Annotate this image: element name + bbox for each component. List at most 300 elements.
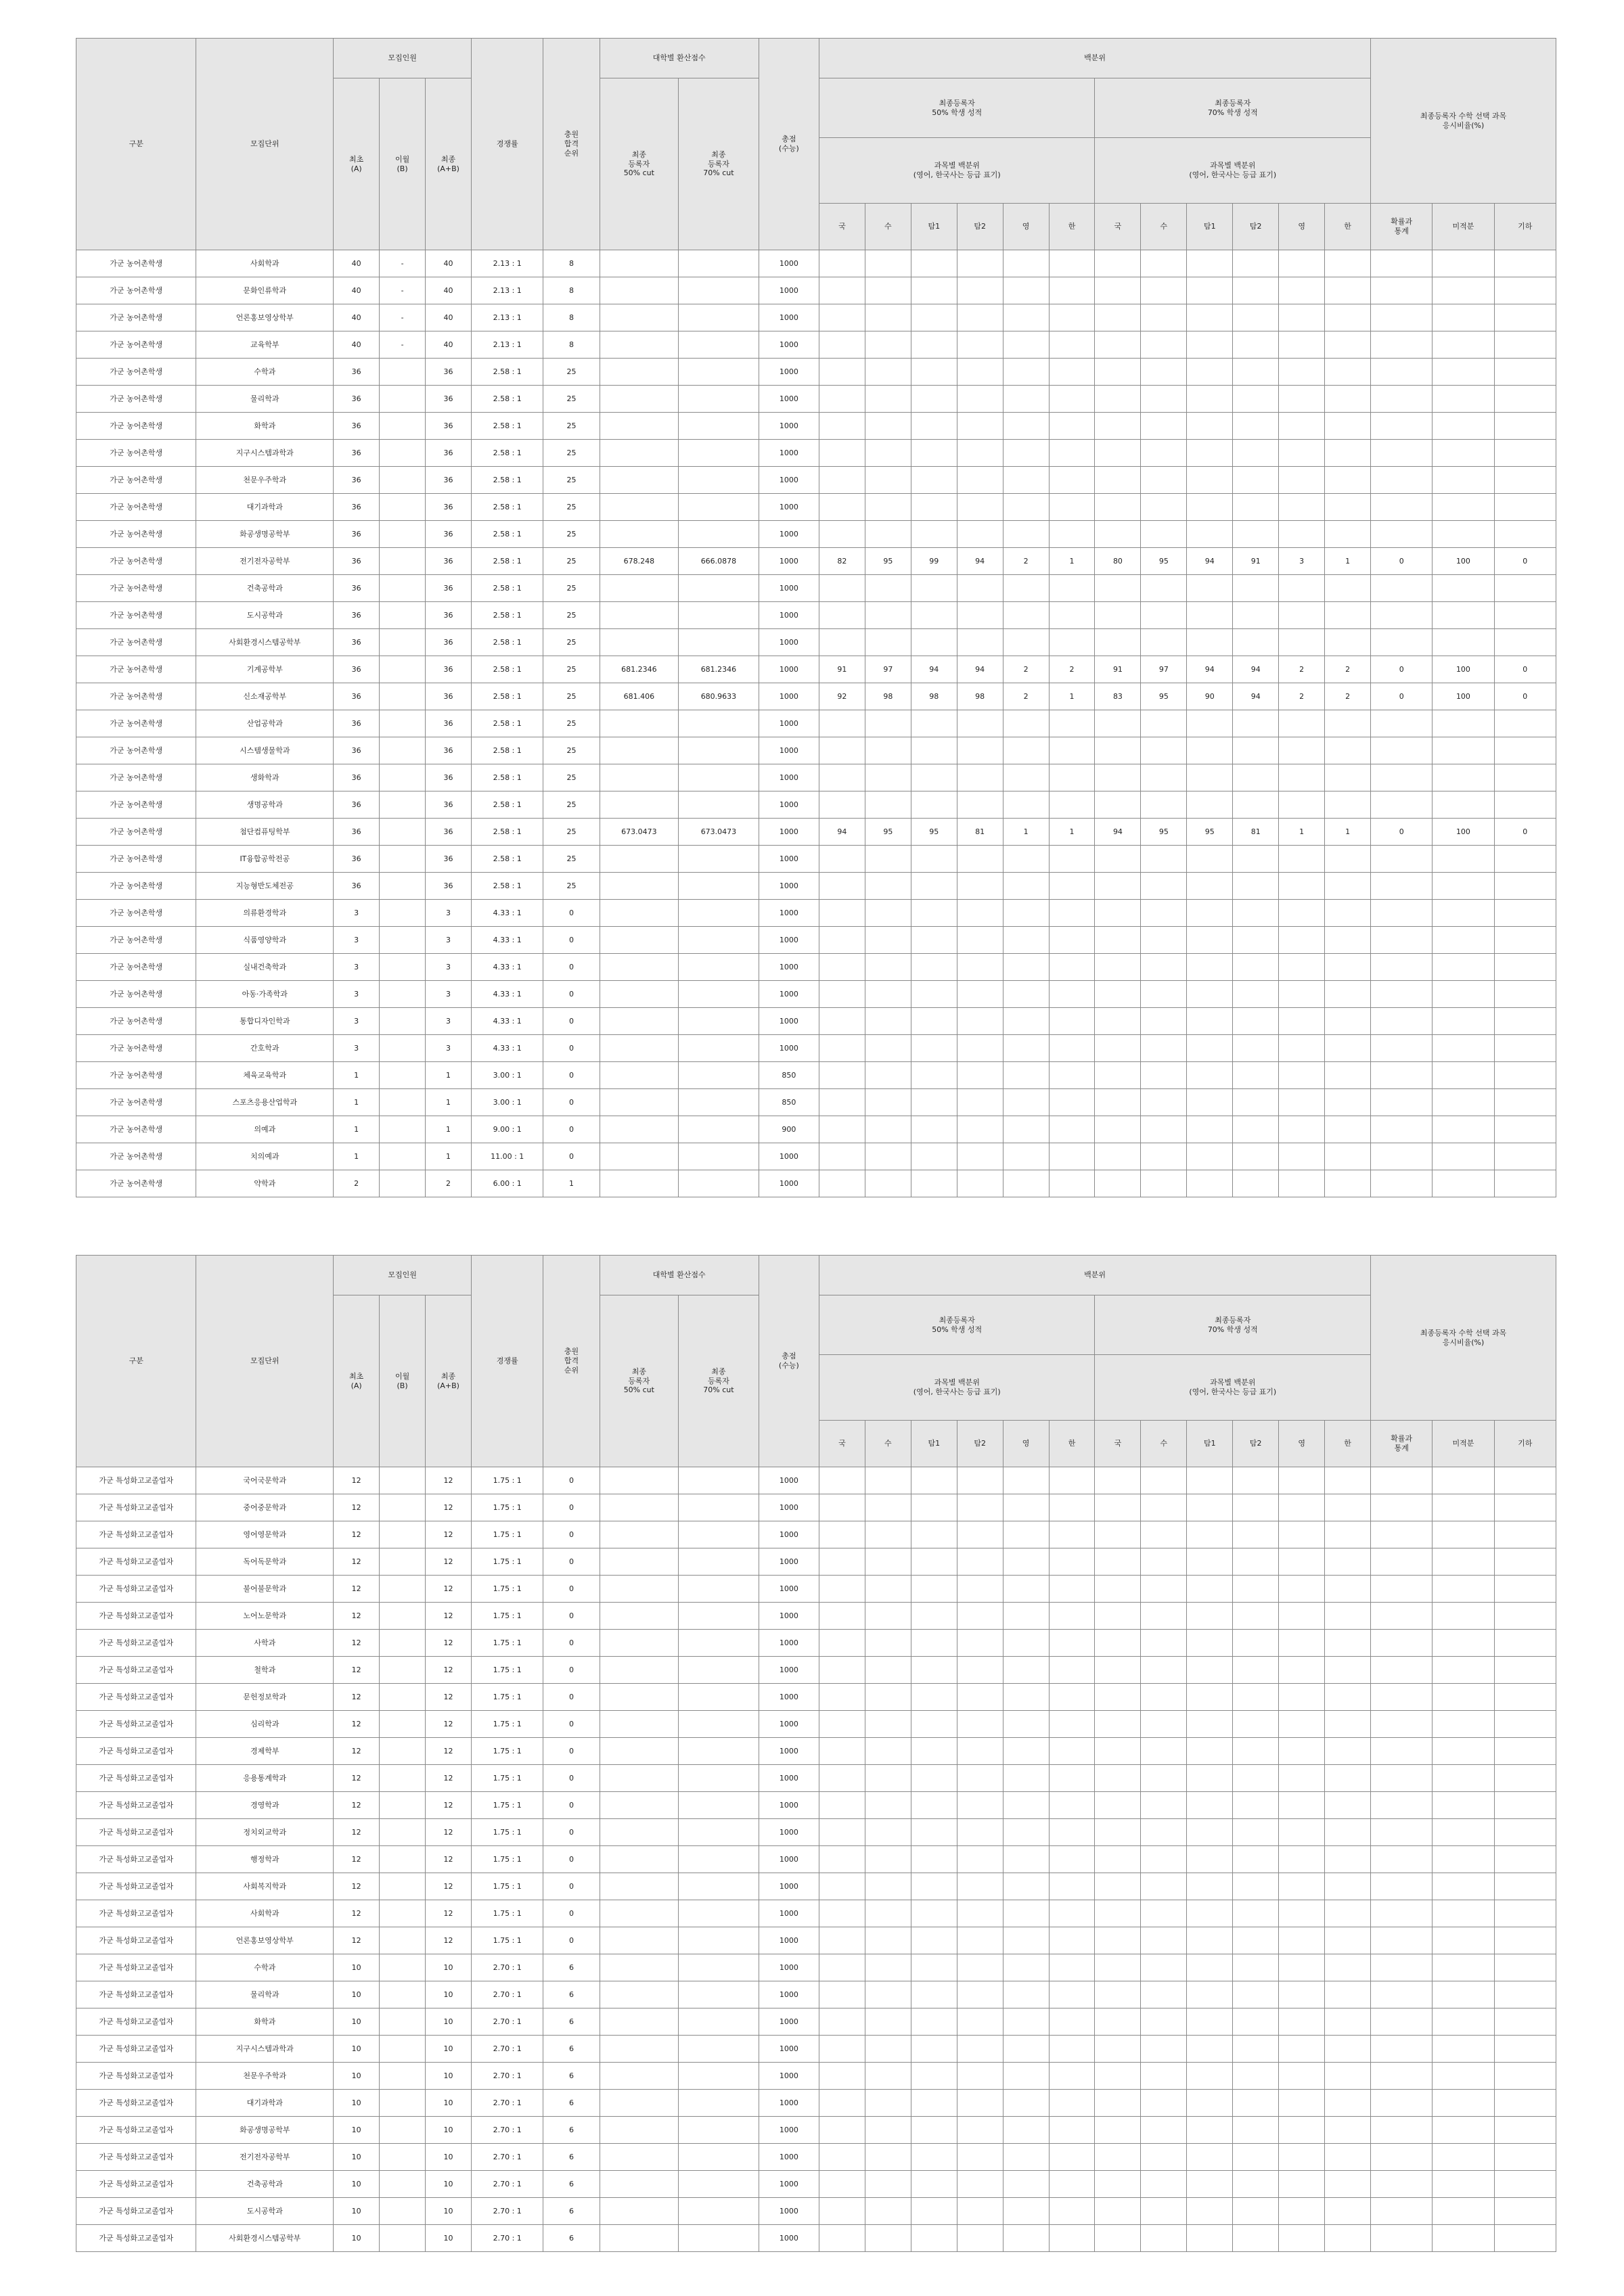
table-cell — [679, 927, 759, 954]
table-cell: 1000 — [759, 1630, 819, 1657]
table-cell — [1371, 575, 1433, 602]
table-cell: 1000 — [759, 764, 819, 791]
table-cell: 1.75 : 1 — [471, 1603, 543, 1630]
table-cell: 10 — [426, 2063, 472, 2090]
table-cell — [911, 1143, 957, 1170]
table-cell — [1233, 1576, 1279, 1603]
table-row — [76, 1089, 1556, 1116]
table-cell: 11.00 : 1 — [471, 1143, 543, 1170]
table-cell: 2.58 : 1 — [471, 791, 543, 819]
table-row — [76, 791, 1556, 819]
table-cell — [1049, 521, 1095, 548]
table-cell — [1371, 1467, 1433, 1494]
table-cell — [1279, 981, 1325, 1008]
table-cell — [1325, 1765, 1371, 1792]
table-cell — [911, 2008, 957, 2036]
table-cell — [1187, 2144, 1233, 2171]
table-cell — [679, 1116, 759, 1143]
table-cell — [679, 1521, 759, 1548]
table-cell — [1433, 981, 1494, 1008]
table-cell — [1003, 900, 1049, 927]
table-cell — [380, 386, 426, 413]
table-cell — [1187, 1467, 1233, 1494]
table-cell — [1433, 1873, 1494, 1900]
table-cell: 0 — [543, 1657, 600, 1684]
table-cell — [679, 629, 759, 656]
table-cell: 가군 특성화고교졸업자 — [76, 1467, 196, 1494]
table-cell — [1187, 1981, 1233, 2008]
table-cell — [865, 846, 911, 873]
table-cell — [957, 981, 1003, 1008]
table-cell — [1141, 386, 1187, 413]
table-cell: 12 — [334, 1927, 380, 1954]
table-cell — [1095, 1873, 1141, 1900]
table-cell: 가군 특성화고교졸업자 — [76, 1684, 196, 1711]
table-cell — [1494, 900, 1556, 927]
table-cell — [865, 1630, 911, 1657]
table-cell: 94 — [819, 819, 865, 846]
table-cell — [1141, 629, 1187, 656]
table-cell — [865, 1143, 911, 1170]
table-row — [76, 2117, 1556, 2144]
table-cell — [911, 1900, 957, 1927]
table-cell — [1233, 791, 1279, 819]
table-cell: 2.58 : 1 — [471, 683, 543, 710]
table-cell — [865, 2144, 911, 2171]
table-cell — [1095, 1954, 1141, 1981]
table-cell: 사회환경시스템공학부 — [196, 2225, 334, 2252]
table-cell — [380, 1089, 426, 1116]
table-cell: 가군 농어촌학생 — [76, 359, 196, 386]
table-cell — [679, 1494, 759, 1521]
table-cell — [1095, 1711, 1141, 1738]
table-cell — [679, 1548, 759, 1576]
table-cell — [819, 1738, 865, 1765]
table-row — [76, 1738, 1556, 1765]
table-cell — [819, 440, 865, 467]
table-cell — [911, 440, 957, 467]
table-cell — [1325, 1035, 1371, 1062]
header-ratio-0: 확률과 통계 — [1371, 204, 1433, 250]
table-cell — [1371, 1035, 1433, 1062]
table-cell — [1049, 629, 1095, 656]
table-cell: 2.13 : 1 — [471, 277, 543, 304]
table-cell: 1000 — [759, 1765, 819, 1792]
table-cell — [957, 521, 1003, 548]
table-cell: 36 — [426, 440, 472, 467]
table-cell — [1187, 1035, 1233, 1062]
header-percentile-50: 최종등록자 50% 학생 성적 — [819, 78, 1095, 138]
table-cell: 2 — [1325, 683, 1371, 710]
table-cell: 36 — [426, 413, 472, 440]
table-cell — [600, 1170, 679, 1197]
table-cell — [1003, 846, 1049, 873]
table-cell — [911, 846, 957, 873]
table-cell — [1279, 1900, 1325, 1927]
table-cell — [1187, 1765, 1233, 1792]
table-cell — [1279, 1035, 1325, 1062]
table-cell — [1187, 737, 1233, 764]
table-cell — [1187, 1873, 1233, 1900]
table-cell — [1003, 413, 1049, 440]
table-cell: 경영학과 — [196, 1792, 334, 1819]
table-cell — [865, 954, 911, 981]
table-cell: 가군 농어촌학생 — [76, 250, 196, 277]
table-row — [76, 1927, 1556, 1954]
table-cell: 가군 특성화고교졸업자 — [76, 1521, 196, 1548]
table-cell: 3 — [426, 900, 472, 927]
table-cell: 1.75 : 1 — [471, 1711, 543, 1738]
table-cell: 36 — [334, 764, 380, 791]
table-cell — [1141, 1467, 1187, 1494]
table-cell — [1325, 250, 1371, 277]
table-cell: 0 — [543, 1548, 600, 1576]
table-cell — [1233, 1954, 1279, 1981]
table-cell: 25 — [543, 819, 600, 846]
table-cell — [679, 1657, 759, 1684]
table-cell — [957, 575, 1003, 602]
header-percentile-70: 최종등록자 70% 학생 성적 — [1095, 1295, 1371, 1355]
table-cell — [1141, 1792, 1187, 1819]
table-cell: 4.33 : 1 — [471, 1008, 543, 1035]
table-cell — [1049, 1116, 1095, 1143]
table-cell: 2 — [1003, 683, 1049, 710]
table-cell — [1279, 1603, 1325, 1630]
table-cell: 25 — [543, 602, 600, 629]
table-cell: 6 — [543, 1981, 600, 2008]
table-cell: 0 — [543, 981, 600, 1008]
table-cell — [679, 413, 759, 440]
table-cell: 1 — [426, 1089, 472, 1116]
table-cell — [1187, 359, 1233, 386]
table-cell: 생명공학과 — [196, 791, 334, 819]
table-cell — [1187, 791, 1233, 819]
table-cell — [1494, 873, 1556, 900]
table-cell — [1433, 791, 1494, 819]
table-cell — [1003, 1170, 1049, 1197]
table-cell — [1049, 791, 1095, 819]
table-cell — [1325, 1170, 1371, 1197]
table-cell — [1187, 900, 1233, 927]
table-cell — [1279, 1170, 1325, 1197]
table-cell — [600, 1738, 679, 1765]
table-cell — [1141, 1062, 1187, 1089]
table-cell — [957, 1792, 1003, 1819]
table-cell — [1049, 2117, 1095, 2144]
table-cell — [911, 413, 957, 440]
table-cell — [957, 1900, 1003, 1927]
table-cell — [1233, 1927, 1279, 1954]
table-cell — [1279, 1576, 1325, 1603]
table-cell — [911, 1116, 957, 1143]
table-cell: 2.70 : 1 — [471, 1954, 543, 1981]
table-cell — [380, 900, 426, 927]
table-cell: 독어독문학과 — [196, 1548, 334, 1576]
table-cell: 0 — [543, 1062, 600, 1089]
table-cell: 12 — [426, 1576, 472, 1603]
table-cell — [1233, 1981, 1279, 2008]
table-cell — [1187, 1170, 1233, 1197]
table-cell — [1049, 1900, 1095, 1927]
table-cell: 12 — [426, 1846, 472, 1873]
table-cell — [1003, 1548, 1049, 1576]
table-cell: 가군 농어촌학생 — [76, 1143, 196, 1170]
table-cell — [1494, 413, 1556, 440]
table-cell: 화학과 — [196, 2008, 334, 2036]
table-cell — [380, 602, 426, 629]
table-cell — [911, 494, 957, 521]
table-cell — [865, 1089, 911, 1116]
table-cell — [1003, 440, 1049, 467]
table-cell — [679, 521, 759, 548]
table-cell: 1000 — [759, 1548, 819, 1576]
header-subject-4: 영 — [1003, 1421, 1049, 1467]
table-cell — [679, 954, 759, 981]
table-cell — [1371, 1792, 1433, 1819]
table-cell — [380, 764, 426, 791]
table-cell: 36 — [426, 359, 472, 386]
table-cell: 12 — [334, 1711, 380, 1738]
table-cell — [1371, 1576, 1433, 1603]
table-cell — [1494, 791, 1556, 819]
table-cell — [1233, 2090, 1279, 2117]
table-cell: 3 — [334, 927, 380, 954]
table-cell: 가군 특성화고교졸업자 — [76, 2225, 196, 2252]
table-row — [76, 846, 1556, 873]
table-cell: 가군 특성화고교졸업자 — [76, 2063, 196, 2090]
table-cell — [1433, 1954, 1494, 1981]
table-row — [76, 386, 1556, 413]
table-cell: 0 — [1371, 683, 1433, 710]
table-cell — [1233, 1089, 1279, 1116]
table-cell: 1000 — [759, 467, 819, 494]
table-cell — [600, 1900, 679, 1927]
table-cell — [1433, 1792, 1494, 1819]
table-cell — [1187, 2090, 1233, 2117]
table-cell — [1233, 1684, 1279, 1711]
table-cell: 1000 — [759, 250, 819, 277]
table-cell — [1325, 1873, 1371, 1900]
table-cell — [911, 575, 957, 602]
table-row — [76, 2225, 1556, 2252]
table-cell: 3 — [426, 981, 472, 1008]
table-cell: 36 — [426, 791, 472, 819]
table-cell: 94 — [957, 656, 1003, 683]
table-cell: 2.58 : 1 — [471, 764, 543, 791]
table-cell: 36 — [334, 846, 380, 873]
table-cell — [1433, 873, 1494, 900]
table-cell — [1141, 981, 1187, 1008]
table-cell — [1494, 2117, 1556, 2144]
table-cell — [819, 250, 865, 277]
table-cell — [865, 2008, 911, 2036]
table-cell — [1187, 1548, 1233, 1576]
table-cell — [957, 954, 1003, 981]
header-cut-70: 최종 등록자 70% cut — [679, 78, 759, 250]
table-cell — [865, 873, 911, 900]
table-cell — [957, 1657, 1003, 1684]
table-cell — [1049, 1738, 1095, 1765]
table-cell: 스포츠응용산업학과 — [196, 1089, 334, 1116]
table-cell — [1049, 981, 1095, 1008]
table-cell: 25 — [543, 846, 600, 873]
table-cell — [1494, 1521, 1556, 1548]
table-cell — [1141, 846, 1187, 873]
table-cell — [1095, 1765, 1141, 1792]
table-cell — [819, 1603, 865, 1630]
table-cell — [1003, 467, 1049, 494]
table-cell — [1049, 710, 1095, 737]
header-subject-3: 탐2 — [957, 204, 1003, 250]
table-cell — [1233, 494, 1279, 521]
table-cell — [865, 1765, 911, 1792]
table-cell — [679, 1062, 759, 1089]
table-cell — [957, 304, 1003, 331]
table-cell — [1141, 2171, 1187, 2198]
table-cell — [957, 277, 1003, 304]
table-cell: 25 — [543, 656, 600, 683]
table-cell — [1141, 1765, 1187, 1792]
table-cell — [911, 359, 957, 386]
table-cell: 산업공학과 — [196, 710, 334, 737]
table-cell — [1325, 900, 1371, 927]
table-cell — [1187, 440, 1233, 467]
table-cell — [679, 846, 759, 873]
table-cell: 철학과 — [196, 1657, 334, 1684]
table-cell — [957, 1819, 1003, 1846]
table-cell: 95 — [1141, 548, 1187, 575]
table-cell: 2.58 : 1 — [471, 413, 543, 440]
table-cell — [1325, 1521, 1371, 1548]
table-cell: 1 — [1279, 819, 1325, 846]
table-cell: 681.406 — [600, 683, 679, 710]
table-cell — [1003, 1521, 1049, 1548]
table-cell — [1371, 2198, 1433, 2225]
table-cell — [911, 1576, 957, 1603]
table-cell: 2.58 : 1 — [471, 656, 543, 683]
table-cell — [600, 873, 679, 900]
table-cell: 2.70 : 1 — [471, 2144, 543, 2171]
table-cell — [1279, 1062, 1325, 1089]
header-subject-5: 한 — [1325, 1421, 1371, 1467]
table-cell — [1433, 386, 1494, 413]
table-cell — [600, 1765, 679, 1792]
table-cell: 시스템생물학과 — [196, 737, 334, 764]
table-cell: 1000 — [759, 1521, 819, 1548]
table-cell — [600, 1981, 679, 2008]
table-cell — [1049, 2090, 1095, 2117]
table-cell: 언론홍보영상학부 — [196, 1927, 334, 1954]
table-cell — [1141, 927, 1187, 954]
table-cell: 94 — [1233, 683, 1279, 710]
table-cell — [1233, 954, 1279, 981]
table-cell: 경제학부 — [196, 1738, 334, 1765]
table-cell: 680.9633 — [679, 683, 759, 710]
table-cell — [911, 2063, 957, 2090]
table-cell: 가군 농어촌학생 — [76, 629, 196, 656]
table-cell — [380, 1576, 426, 1603]
table-cell — [600, 2144, 679, 2171]
table-row — [76, 981, 1556, 1008]
table-cell — [380, 981, 426, 1008]
table-cell — [1494, 2198, 1556, 2225]
table-cell: 0 — [543, 1143, 600, 1170]
table-cell — [911, 1711, 957, 1738]
table-cell — [1494, 250, 1556, 277]
table-cell: 8 — [543, 250, 600, 277]
table-cell: 1000 — [759, 1927, 819, 1954]
table-cell — [1325, 954, 1371, 981]
table-cell — [819, 954, 865, 981]
table-cell — [1003, 954, 1049, 981]
table-cell: 12 — [426, 1494, 472, 1521]
table-cell — [1095, 1548, 1141, 1576]
table-cell: 1.75 : 1 — [471, 1900, 543, 1927]
table-cell — [865, 386, 911, 413]
table-cell — [865, 1008, 911, 1035]
table-cell — [1141, 331, 1187, 359]
table-cell: 1 — [334, 1089, 380, 1116]
table-cell — [600, 1873, 679, 1900]
table-cell — [1095, 494, 1141, 521]
table-cell — [1141, 2198, 1187, 2225]
table-cell — [1141, 1630, 1187, 1657]
table-cell — [380, 683, 426, 710]
table-cell — [380, 873, 426, 900]
table-cell — [1325, 494, 1371, 521]
table-cell — [600, 494, 679, 521]
table-cell — [380, 1035, 426, 1062]
table-cell — [380, 2144, 426, 2171]
table-cell — [911, 1170, 957, 1197]
table-cell: 가군 농어촌학생 — [76, 819, 196, 846]
table-cell — [1049, 2198, 1095, 2225]
table-cell — [600, 710, 679, 737]
table-cell — [1095, 1630, 1141, 1657]
table-cell — [1049, 1603, 1095, 1630]
table-row — [76, 250, 1556, 277]
table-cell: 2.58 : 1 — [471, 602, 543, 629]
table-row — [76, 1765, 1556, 1792]
table-cell: 1000 — [759, 2090, 819, 2117]
table-cell — [865, 1846, 911, 1873]
table-cell: 36 — [426, 548, 472, 575]
table-cell — [1433, 1035, 1494, 1062]
table-cell — [1371, 2008, 1433, 2036]
table-cell — [1233, 2036, 1279, 2063]
table-cell — [1494, 304, 1556, 331]
table-cell — [1433, 2036, 1494, 2063]
table-cell — [865, 629, 911, 656]
table-cell — [380, 1170, 426, 1197]
table-cell — [1003, 1467, 1049, 1494]
table-cell — [957, 846, 1003, 873]
table-cell — [1141, 1116, 1187, 1143]
table-cell: 물리학과 — [196, 386, 334, 413]
table-cell — [679, 1792, 759, 1819]
table-cell: 1.75 : 1 — [471, 1630, 543, 1657]
table-cell — [1371, 494, 1433, 521]
table-cell — [380, 521, 426, 548]
table-cell: 0 — [543, 954, 600, 981]
table-cell: 1000 — [759, 277, 819, 304]
table-cell — [679, 602, 759, 629]
table-cell — [1325, 2225, 1371, 2252]
table-cell — [819, 386, 865, 413]
table-cell: 가군 농어촌학생 — [76, 1089, 196, 1116]
header-subject-2: 탐1 — [1187, 204, 1233, 250]
table-cell — [600, 1630, 679, 1657]
